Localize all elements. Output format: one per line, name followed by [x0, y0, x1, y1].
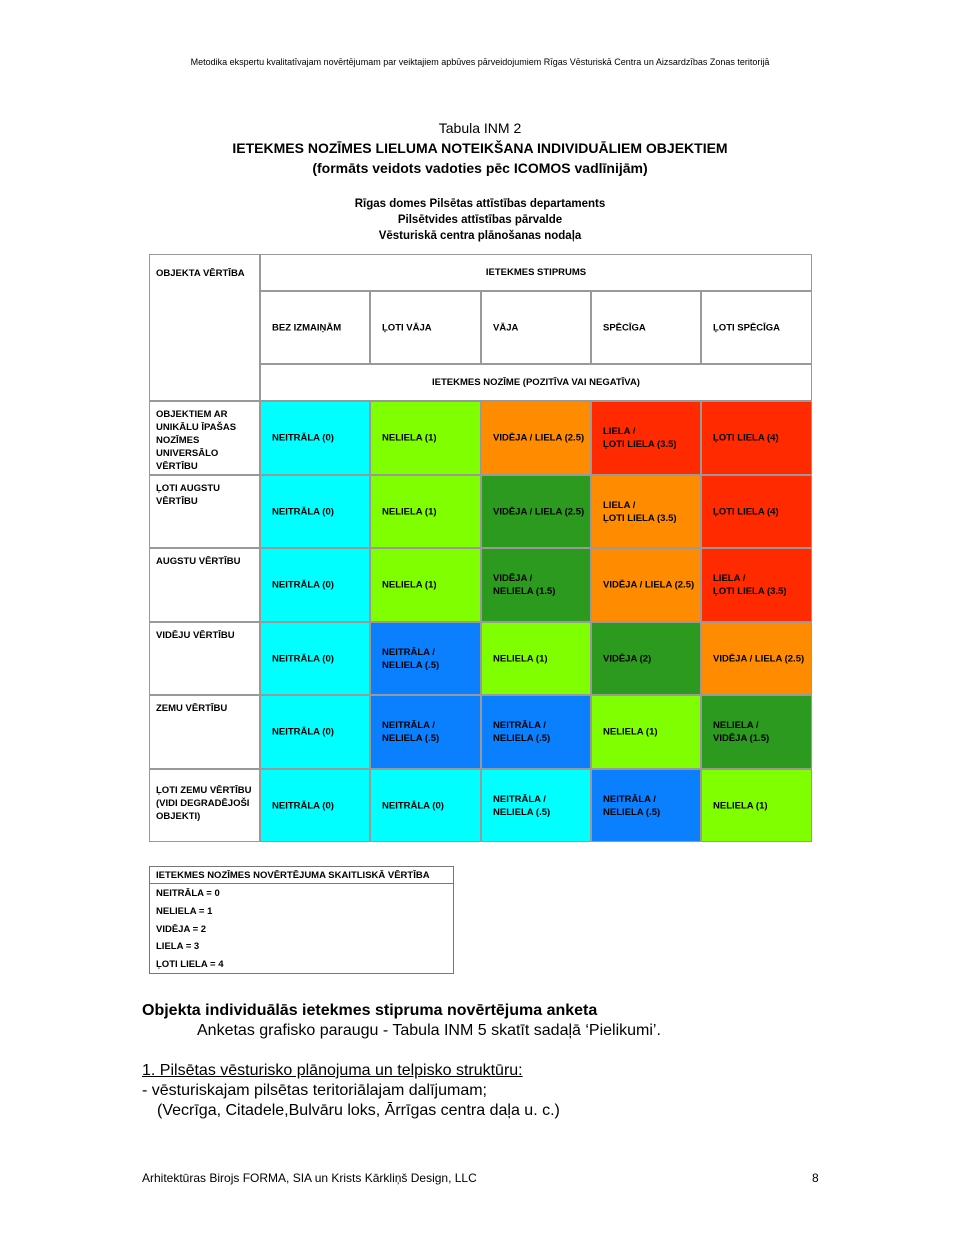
- list-item-note: (Vecrīga, Citadele,Bulvāru loks, Ārrīgas centra daļa u. c.): [157, 1102, 560, 1119]
- column-header-text: ĻOTI VĀJA: [382, 322, 432, 333]
- matrix-cell: [701, 475, 812, 548]
- matrix-cell: [370, 548, 481, 622]
- row-label-text: OBJEKTIEM AR UNIKĀLU ĪPAŠAS NOZĪMES UNIVERSĀLO VĒRTĪBU: [156, 409, 237, 472]
- table-title: [0, 118, 960, 178]
- matrix-cell: [260, 695, 370, 769]
- matrix-cell: [481, 695, 591, 769]
- department-line-3: Vēsturiskā centra plānošanas nodaļa: [378, 230, 582, 242]
- footer-credit: Arhitektūras Birojs FORMA, SIA un Krists Kārkliņš Design, LLC: [142, 1171, 477, 1185]
- corner-header-text: OBJEKTA VĒRTĪBA: [156, 268, 245, 279]
- matrix-cell-text: NEITRĀLA (0): [272, 653, 334, 664]
- legend-box: [149, 866, 454, 974]
- list-item: - vēsturiskajam pilsētas teritoriālajam dalījumam;: [142, 1082, 487, 1099]
- matrix-cell-text: VIDĒJA / NELIELA (1.5): [493, 573, 556, 597]
- table-number: Tabula INM 2: [438, 120, 522, 136]
- column-header-text: SPĒCĪGA: [603, 322, 646, 333]
- row-label: [149, 548, 260, 622]
- department-line-1: Rīgas domes Pilsētas attīstības departaments: [354, 198, 606, 210]
- impact-strength-header: [260, 254, 812, 291]
- impact-significance-header: [260, 364, 812, 401]
- matrix-cell-text: NEITRĀLA / NELIELA (.5): [382, 646, 440, 671]
- column-header: [591, 291, 701, 364]
- matrix-cell: [701, 548, 812, 622]
- section-title: Objekta individuālās ietekmes stipruma novērtējuma anketa: [142, 1002, 598, 1019]
- matrix-cell-text: NEITRĀLA / NELIELA (.5): [493, 720, 551, 744]
- matrix-cell: [260, 769, 370, 842]
- matrix-cell-text: NELIELA (1): [382, 579, 437, 591]
- matrix-cell: [591, 769, 701, 842]
- row-label-text: ZEMU VĒRTĪBU: [156, 703, 228, 714]
- row-label-text: ĻOTI ZEMU VĒRTĪBU (VIDI DEGRADĒJOŠI OBJEKTI): [156, 785, 252, 822]
- matrix-cell: [591, 548, 701, 622]
- matrix-cell: [260, 475, 370, 548]
- table-heading: IETEKMES NOZĪMES LIELUMA NOTEIKŠANA INDIVIDUĀLIEM OBJEKTIEM: [232, 140, 728, 156]
- matrix-cell: [370, 622, 481, 695]
- matrix-cell-text: NEITRĀLA (0): [272, 726, 334, 738]
- legend-heading: IETEKMES NOZĪMES NOVĒRTĒJUMA SKAITLISKĀ VĒRTĪBA: [150, 867, 453, 884]
- column-header: [260, 291, 370, 364]
- matrix-cell: [481, 769, 591, 842]
- department-line-2: Pilsētvides attīstības pārvalde: [397, 214, 563, 226]
- matrix-cell-text: VIDĒJA / LIELA (2.5): [493, 506, 585, 517]
- matrix-cell: [481, 622, 591, 695]
- matrix-cell-text: ĻOTI LIELA (4): [713, 432, 779, 444]
- matrix-cell-text: NEITRĀLA (0): [272, 800, 334, 811]
- matrix-cell-text: NEITRĀLA / NELIELA (.5): [382, 720, 440, 744]
- department-block: [0, 196, 960, 244]
- legend-item: LIELA = 3: [156, 941, 200, 952]
- matrix-cell-text: NELIELA / VIDĒJA (1.5): [713, 720, 770, 744]
- section-subtitle: Anketas grafisko paraugu - Tabula INM 5 skatīt sadaļā ‘Pielikumi’.: [197, 1022, 661, 1039]
- matrix-cell: [591, 475, 701, 548]
- row-label-text: AUGSTU VĒRTĪBU: [156, 556, 241, 567]
- legend-item: VIDĒJA = 2: [156, 924, 207, 935]
- matrix-cell-text: LIELA / ĻOTI LIELA (3.5): [603, 426, 677, 450]
- matrix-cell: [591, 401, 701, 475]
- row-label: [149, 622, 260, 695]
- matrix-cell-text: NELIELA (1): [493, 653, 548, 664]
- impact-strength-header-text: IETEKMES STIPRUMS: [485, 267, 587, 278]
- matrix-cell: [481, 475, 591, 548]
- matrix-cell-text: NELIELA (1): [713, 800, 768, 811]
- matrix-cell-text: NEITRĀLA (0): [272, 579, 334, 591]
- matrix-cell-text: VIDĒJA / LIELA (2.5): [493, 432, 585, 444]
- matrix-cell: [370, 769, 481, 842]
- column-header: [481, 291, 591, 364]
- matrix-cell-text: NELIELA (1): [603, 726, 658, 738]
- matrix-cell-text: NEITRĀLA (0): [382, 800, 444, 811]
- row-label: [149, 695, 260, 769]
- matrix-cell-text: NEITRĀLA / NELIELA (.5): [493, 793, 551, 818]
- matrix-cell: [260, 548, 370, 622]
- column-header-text: ĻOTI SPĒCĪGA: [713, 322, 781, 333]
- matrix-cell-text: NELIELA (1): [382, 506, 437, 517]
- legend-item: ĻOTI LIELA = 4: [156, 959, 224, 970]
- matrix-cell-text: VIDĒJA / LIELA (2.5): [603, 579, 695, 591]
- matrix-cell-text: LIELA / ĻOTI LIELA (3.5): [713, 573, 787, 597]
- matrix-cell: [701, 622, 812, 695]
- row-label-text: ĻOTI AUGSTU VĒRTĪBU: [156, 483, 221, 507]
- row-label-text: VIDĒJU VĒRTĪBU: [156, 630, 235, 641]
- column-header: [701, 291, 812, 364]
- matrix-cell: [260, 401, 370, 475]
- impact-significance-header-text: IETEKMES NOZĪME (POZITĪVA VAI NEGATĪVA): [432, 377, 640, 388]
- row-label: [149, 401, 260, 475]
- table-subheading: (formāts veidots vadoties pēc ICOMOS vadlīnijām): [312, 160, 648, 176]
- legend-item: NELIELA = 1: [156, 906, 213, 917]
- list-item-heading: 1. Pilsētas vēsturisko plānojuma un telpisko struktūru:: [142, 1062, 523, 1079]
- matrix-cell: [591, 622, 701, 695]
- matrix-cell: [260, 622, 370, 695]
- matrix-cell: [701, 401, 812, 475]
- column-header-text: BEZ IZMAIŅĀM: [272, 322, 342, 333]
- matrix-cell: [370, 401, 481, 475]
- running-header: Metodika ekspertu kvalitatīvajam novērtējumam par veiktajiem apbūves pārveidojumiem Rīgas Vēsturiskā Centra un Aizsardzības Zonas teritorijā: [190, 57, 770, 67]
- matrix-cell: [701, 769, 812, 842]
- matrix-cell: [370, 695, 481, 769]
- corner-header: [149, 254, 260, 401]
- matrix-cell: [481, 548, 591, 622]
- matrix-cell: [591, 695, 701, 769]
- page-number: 8: [812, 1171, 819, 1185]
- column-header-text: VĀJA: [493, 322, 519, 333]
- matrix-cell-text: ĻOTI LIELA (4): [713, 506, 779, 517]
- column-header: [370, 291, 481, 364]
- matrix-cell-text: NEITRĀLA / NELIELA (.5): [603, 793, 661, 818]
- matrix-cell-text: VIDĒJA / LIELA (2.5): [713, 653, 805, 664]
- row-label: [149, 475, 260, 548]
- matrix-cell: [701, 695, 812, 769]
- matrix-cell-text: NELIELA (1): [382, 432, 437, 444]
- matrix-cell: [481, 401, 591, 475]
- matrix-cell-text: NEITRĀLA (0): [272, 432, 334, 444]
- matrix-cell-text: VIDĒJA (2): [603, 653, 652, 664]
- matrix-cell-text: LIELA / ĻOTI LIELA (3.5): [603, 499, 677, 524]
- legend-item: NEITRĀLA = 0: [156, 888, 220, 899]
- matrix-cell-text: NEITRĀLA (0): [272, 506, 334, 517]
- matrix-cell: [370, 475, 481, 548]
- row-label: [149, 769, 260, 842]
